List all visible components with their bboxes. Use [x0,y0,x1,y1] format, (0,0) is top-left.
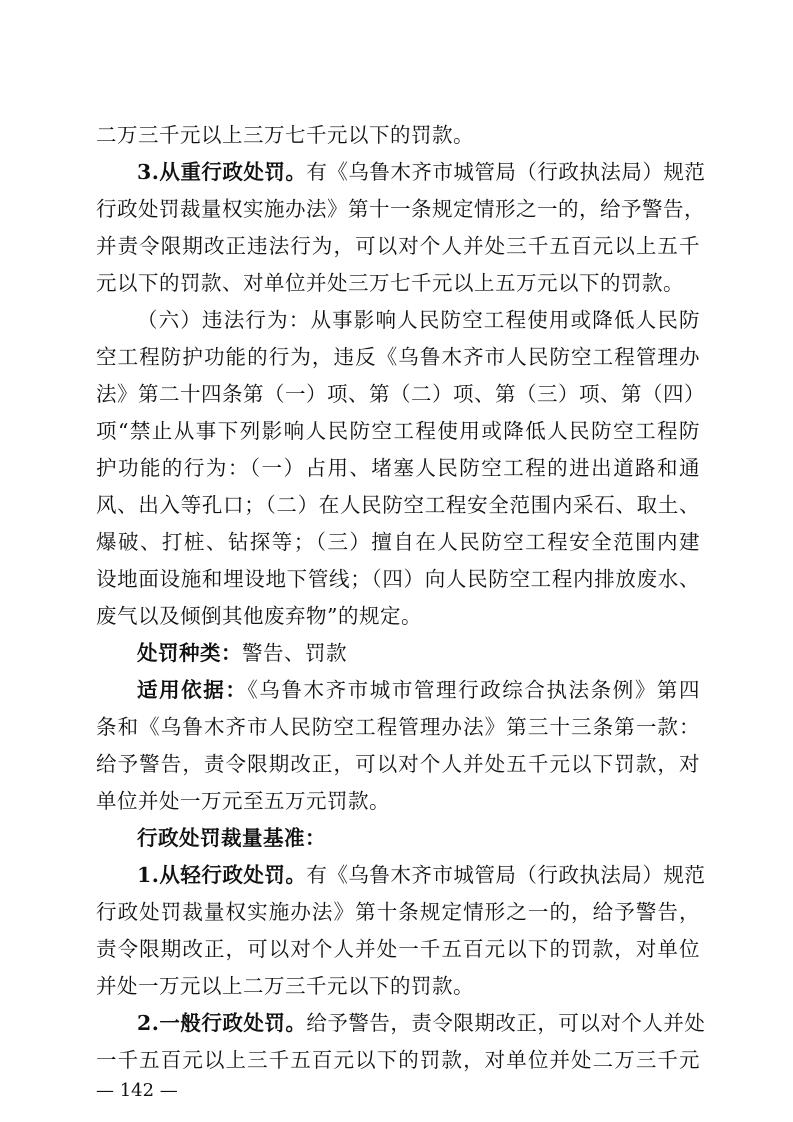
text-line: 条和《乌鲁木齐市人民防空工程管理办法》第三十三条第一款： [96,715,700,739]
section-heading: 3.从重行政处罚。 [137,160,307,184]
text-line [96,820,700,856]
text-line: 责令限期改正，可以对个人并处一千五百元以下的罚款，对单位 [96,937,700,961]
text-line: （六）违法行为：从事影响人民防空工程使用或降低人民防 [137,308,700,332]
text-line: 元以下的罚款、对单位并处三万七千元以上五万元以下的罚款。 [96,271,684,295]
text-line: 3.从重行政处罚。有《乌鲁木齐市城管局（行政执法局）规范 [137,160,706,184]
text-line: 废气以及倾倒其他废弃物”的规定。 [96,604,422,628]
section-heading: 处罚种类： [137,641,242,665]
text-line: 二万三千元以上三万七千元以下的罚款。 [96,123,474,147]
text-line: 给予警告，责令限期改正，可以对个人并处五千元以下罚款，对 [96,752,700,776]
text-line: 空工程防护功能的行为，违反《乌鲁木齐市人民防空工程管理办 [96,345,700,369]
text-line: 风、出入等孔口；（二）在人民防空工程安全范围内采石、取土、 [96,493,700,517]
text-line: 一千五百元以上三千五百元以下的罚款，对单位并处二万三千元 [96,1048,700,1072]
text-line: 单位并处一万元至五万元罚款。 [96,789,390,813]
text-line: 并责令限期改正违法行为，可以对个人并处三千五百元以上五千 [96,234,700,258]
section-heading: 行政处罚裁量基准： [137,826,326,850]
text-line: 法》第二十四条第（一）项、第（二）项、第（三）项、第（四） [96,382,705,406]
text-line: 适用依据：《乌鲁木齐市城市管理行政综合执法条例》第四 [137,678,701,702]
text-line: 护功能的行为：（一）占用、堵塞人民防空工程的进出道路和通 [96,456,700,480]
page-number: — 142 — [96,1080,178,1101]
section-heading: 适用依据： [137,678,248,702]
section-heading: 1.从轻行政处罚。 [137,863,307,887]
text-line: 项“禁止从事下列影响人民防空工程使用或降低人民防空工程防 [96,419,700,443]
section-heading: 2.一般行政处罚。 [137,1011,307,1035]
text-line: 行政处罚裁量权实施办法》第十条规定情形之一的，给予警告， [96,900,700,924]
text-line: 设地面设施和埋设地下管线；（四）向人民防空工程内排放废水、 [96,567,700,591]
text-line: 1.从轻行政处罚。有《乌鲁木齐市城管局（行政执法局）规范 [137,863,706,887]
text-line: 行政处罚裁量权实施办法》第十一条规定情形之一的，给予警告， [96,197,705,221]
text-line: 处罚种类：警告、罚款 [137,641,347,665]
text-line: 爆破、打桩、钻探等；（三）擅自在人民防空工程安全范围内建 [96,530,700,554]
text-line: 并处一万元以上二万三千元以下的罚款。 [96,974,474,998]
text-line: 2.一般行政处罚。给予警告，责令限期改正，可以对个人并处 [137,1011,706,1035]
